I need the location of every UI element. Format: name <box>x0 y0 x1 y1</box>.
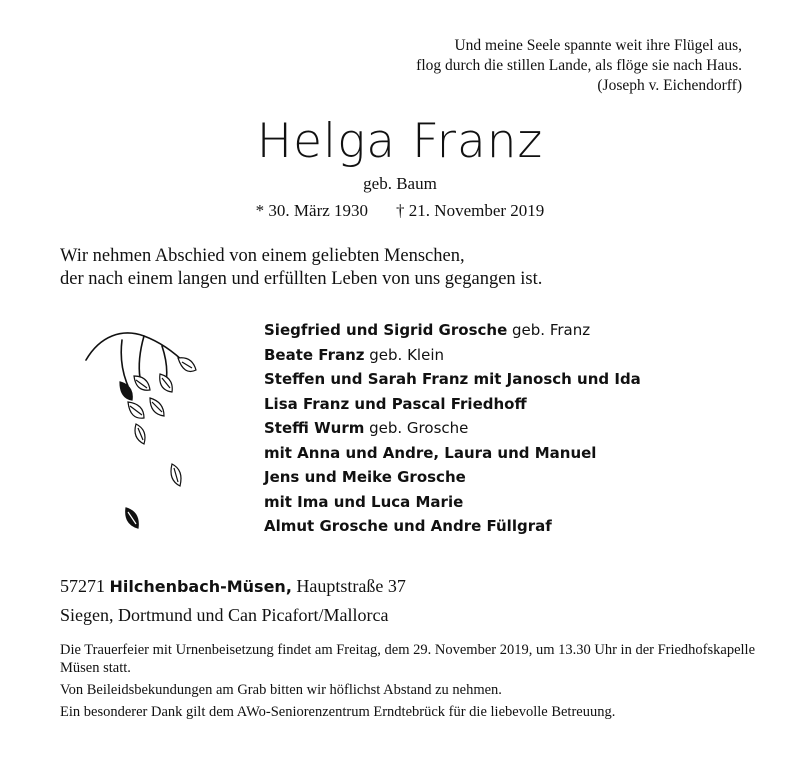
funeral-note: Die Trauerfeier mit Urnenbeisetzung findet am Freitag, dem 29. November 2019, um 13.30 Uhr in der Friedhofskapelle Müsen statt. <box>60 642 756 676</box>
family-name: Jens und Meike Grosche <box>264 468 466 486</box>
family-entry <box>264 392 764 417</box>
family-entry <box>264 416 764 441</box>
birth-date: * 30. März 1930 <box>255 201 369 220</box>
city: Hilchenbach-Müsen, <box>109 577 292 596</box>
notes-block <box>60 641 780 725</box>
epigraph-quote <box>242 36 742 96</box>
family-entry <box>264 367 764 392</box>
family-name: Beate Franz <box>264 345 365 364</box>
family-entry <box>264 441 764 466</box>
farewell-text <box>60 245 760 291</box>
family-suffix: geb. Grosche <box>364 419 469 437</box>
other-places: Siegen, Dortmund und Can Picafort/Mallorca <box>60 605 389 625</box>
quote-line-1: Und meine Seele spannte weit ihre Flügel aus, <box>454 37 742 54</box>
family-entry <box>264 514 764 539</box>
family-list <box>264 318 764 539</box>
life-dates <box>0 201 800 221</box>
family-entry <box>264 318 764 343</box>
family-entry <box>264 465 764 490</box>
family-suffix: geb. Klein <box>364 345 444 364</box>
family-name: Siegfried und Sigrid Grosche <box>264 321 508 339</box>
deceased-name: Helga Franz <box>256 114 544 169</box>
death-date: † 21. November 2019 <box>396 201 545 220</box>
family-name: Lisa Franz und Pascal Friedhoff <box>264 394 527 413</box>
family-name: Steffen und Sarah Franz mit Janosch und Ida <box>264 370 641 388</box>
family-name: mit Ima und Luca Marie <box>264 492 464 511</box>
family-name: Steffi Wurm <box>264 419 365 437</box>
family-name: Almut Grosche und Andre Füllgraf <box>264 517 552 535</box>
farewell-line-1: Wir nehmen Abschied von einem geliebten Menschen, <box>60 246 465 266</box>
quote-line-2: flog durch die stillen Lande, als flöge sie nach Haus. <box>416 57 742 74</box>
thanks-note: Ein besonderer Dank gilt dem AWo-Seniorenzentrum Erndtebrück für die liebevolle Betreuung. <box>60 704 616 720</box>
maiden-name: geb. Baum <box>363 174 437 193</box>
address-line <box>60 572 760 601</box>
falling-leaves-icon <box>82 322 212 542</box>
address-block <box>60 572 760 629</box>
family-entry <box>264 343 764 368</box>
family-entry <box>264 490 764 515</box>
family-suffix: geb. Franz <box>507 321 591 339</box>
street: Hauptstraße 37 <box>291 576 406 596</box>
condolence-note: Von Beileidsbekundungen am Grab bitten wir höflichst Abstand zu nehmen. <box>60 682 502 698</box>
farewell-line-2: der nach einem langen und erfüllten Leben von uns gegangen ist. <box>60 269 543 289</box>
quote-author: (Joseph v. Eichendorff) <box>597 77 742 94</box>
postal-code: 57271 <box>60 576 110 596</box>
family-name: mit Anna und Andre, Laura und Manuel <box>264 443 597 462</box>
